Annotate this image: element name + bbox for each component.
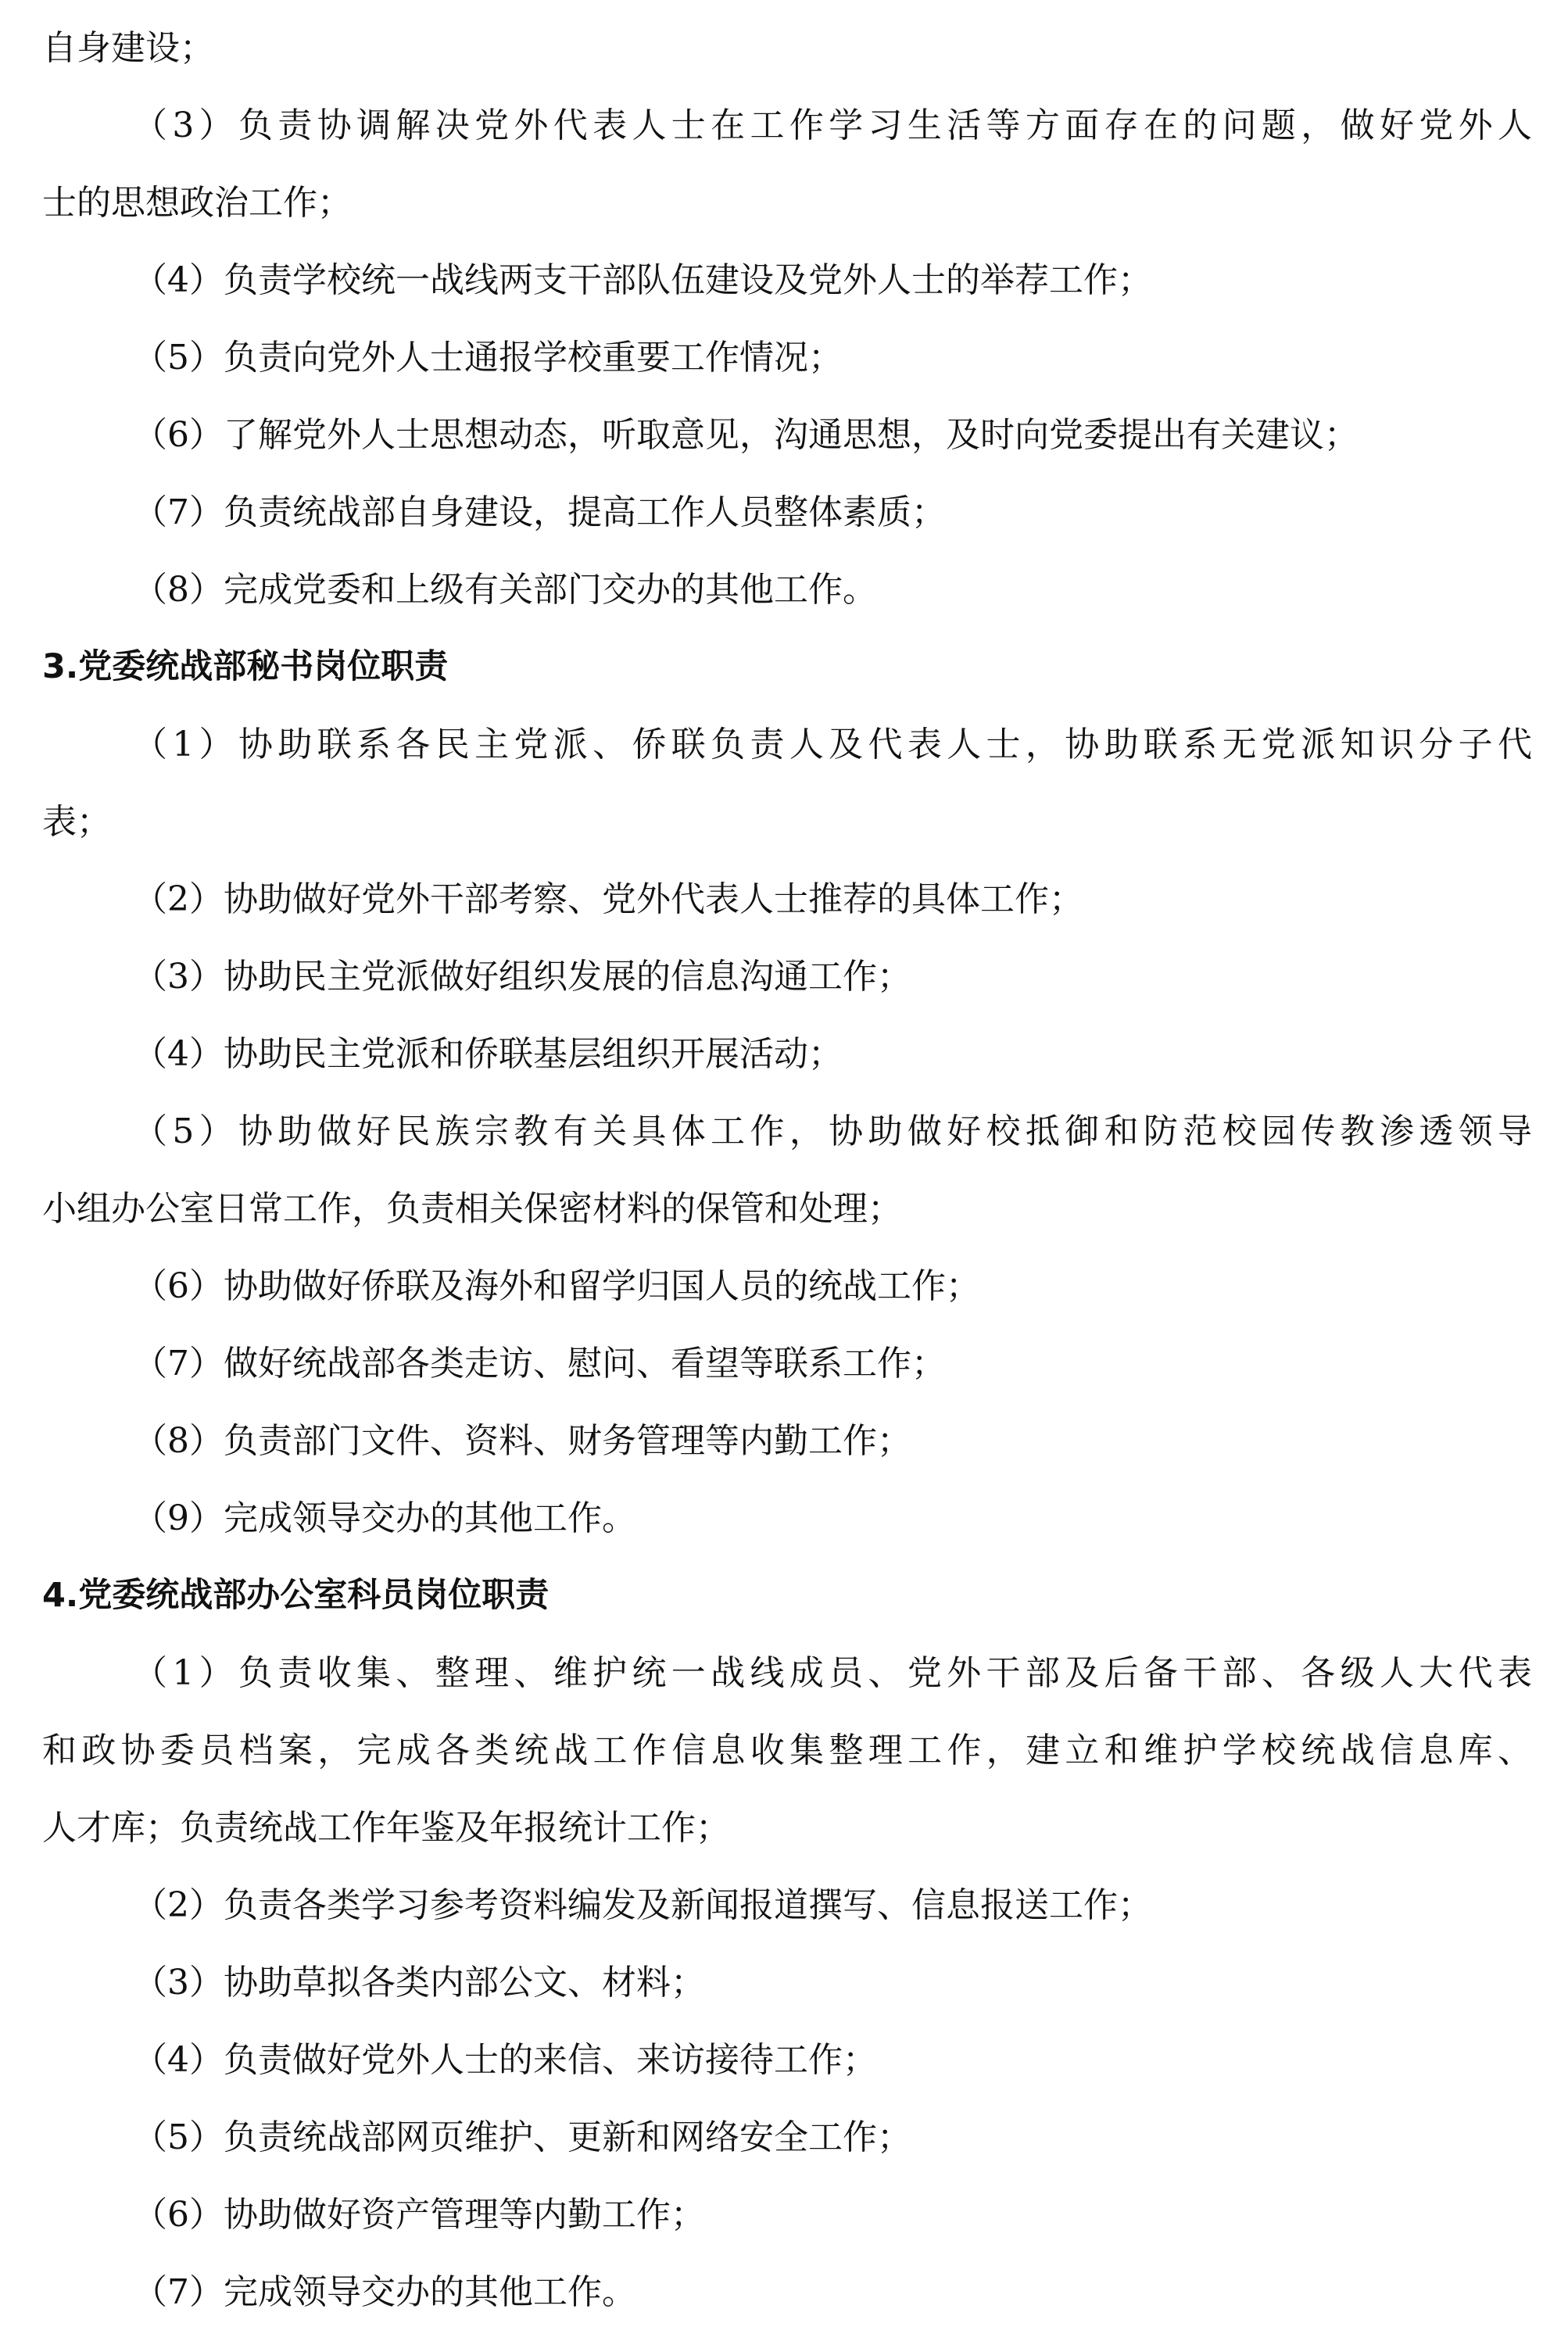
list-item: （4）负责学校统一战线两支干部队伍建设及党外人士的举荐工作； bbox=[133, 260, 1152, 300]
list-item: （6）了解党外人士思想动态，听取意见，沟通思想，及时向党委提出有关建议； bbox=[133, 415, 1359, 455]
list-item: （8）完成党委和上级有关部门交办的其他工作。 bbox=[133, 570, 877, 610]
section-heading: 3.党委统战部秘书岗位职责 bbox=[42, 647, 449, 686]
list-item: （7）负责统战部自身建设，提高工作人员整体素质； bbox=[133, 492, 946, 532]
list-item-line: （1）负责收集、整理、维护统一战线成员、党外干部及后备干部、各级人大代表 bbox=[133, 1653, 1532, 1693]
list-item: （5）负责统战部网页维护、更新和网络安全工作； bbox=[133, 2117, 911, 2157]
list-item bbox=[42, 1093, 1532, 1247]
list-item-line: 小组办公室日常工作，负责相关保密材料的保管和处理； bbox=[42, 1189, 902, 1229]
list-item-line: 士的思想政治工作； bbox=[42, 183, 352, 223]
list-item: （2）协助做好党外干部考察、党外代表人士推荐的具体工作； bbox=[133, 879, 1083, 919]
list-item: （3）协助草拟各类内部公文、材料； bbox=[133, 1963, 705, 2003]
list-item: （2）负责各类学习参考资料编发及新闻报道撰写、信息报送工作； bbox=[133, 1885, 1152, 1925]
list-item-line: （1）协助联系各民主党派、侨联负责人及代表人士，协助联系无党派知识分子代 bbox=[133, 725, 1532, 764]
list-item: （4）负责做好党外人士的来信、来访接待工作； bbox=[133, 2040, 877, 2080]
list-item bbox=[42, 87, 1532, 242]
list-item: （7）完成领导交办的其他工作。 bbox=[133, 2272, 636, 2312]
section-heading: 4.党委统战部办公室科员岗位职责 bbox=[42, 1576, 550, 1615]
document-page bbox=[42, 9, 1532, 2331]
list-item bbox=[42, 1634, 1532, 1867]
paragraph-continuation: 自身建设； bbox=[42, 28, 214, 68]
list-item-line: （5）协助做好民族宗教有关具体工作，协助做好校抵御和防范校园传教渗透领导 bbox=[133, 1111, 1532, 1151]
list-item-line: 表； bbox=[42, 802, 111, 842]
list-item-line: （3）负责协调解决党外代表人士在工作学习生活等方面存在的问题，做好党外人 bbox=[133, 106, 1532, 145]
list-item: （8）负责部门文件、资料、财务管理等内勤工作； bbox=[133, 1421, 911, 1461]
list-item: （7）做好统战部各类走访、慰问、看望等联系工作； bbox=[133, 1344, 946, 1383]
list-item-line: 人才库；负责统战工作年鉴及年报统计工作； bbox=[42, 1808, 730, 1848]
list-item: （6）协助做好侨联及海外和留学归国人员的统战工作； bbox=[133, 1266, 980, 1306]
list-item: （4）协助民主党派和侨联基层组织开展活动； bbox=[133, 1034, 843, 1074]
list-item: （6）协助做好资产管理等内勤工作； bbox=[133, 2195, 705, 2235]
list-item: （9）完成领导交办的其他工作。 bbox=[133, 1498, 636, 1538]
list-item-line: 和政协委员档案，完成各类统战工作信息收集整理工作，建立和维护学校统战信息库、 bbox=[42, 1731, 1532, 1770]
list-item: （3）协助民主党派做好组织发展的信息沟通工作； bbox=[133, 957, 911, 997]
list-item bbox=[42, 706, 1532, 861]
list-item: （5）负责向党外人士通报学校重要工作情况； bbox=[133, 338, 843, 378]
